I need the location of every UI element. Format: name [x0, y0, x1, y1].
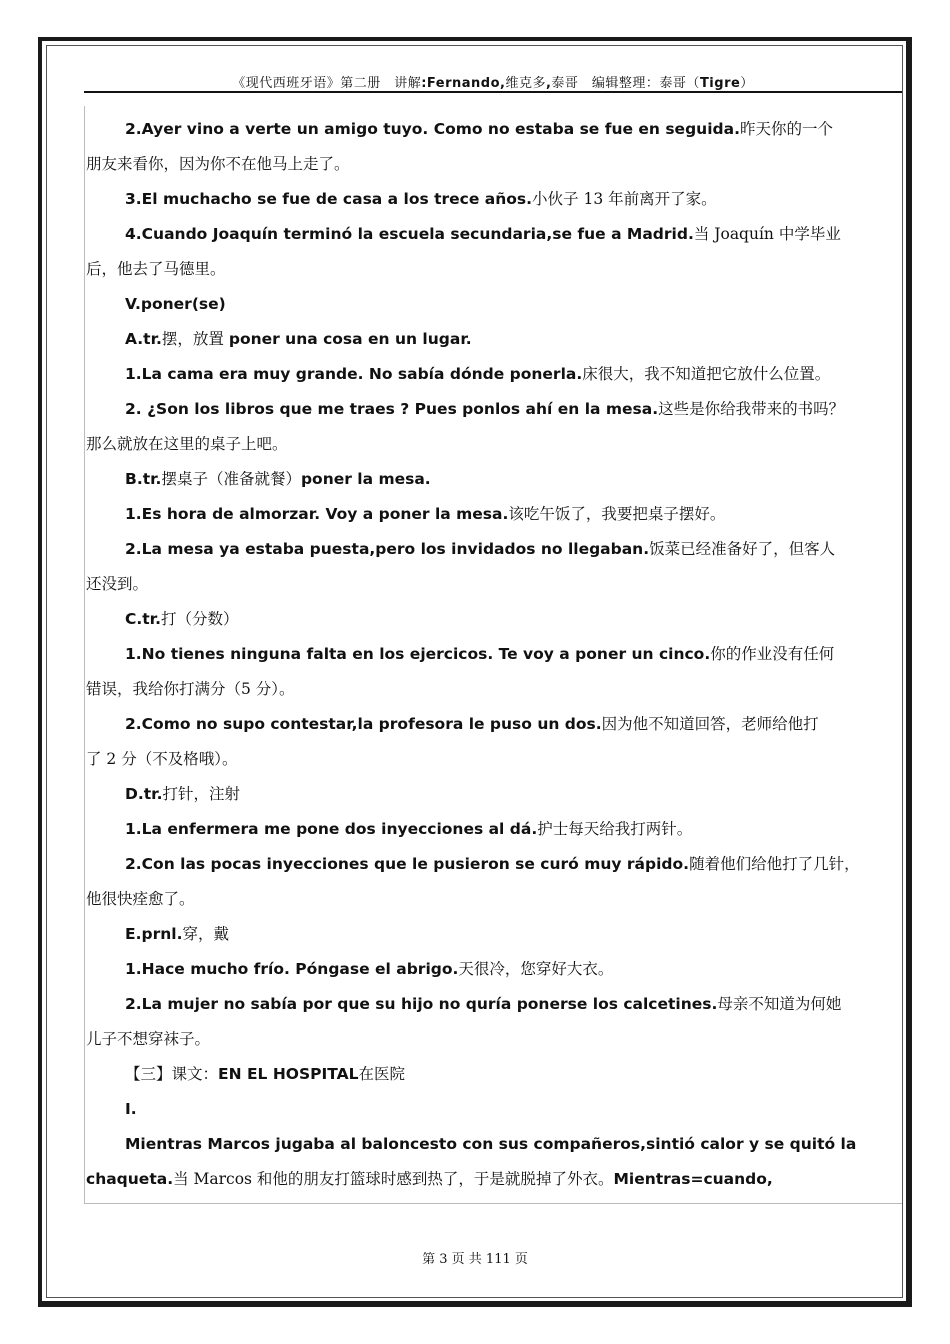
chinese-text: 这些是你给我带来的书吗？: [658, 400, 845, 418]
text-line: [86, 112, 902, 147]
text-line: [86, 532, 902, 567]
text-line: [86, 147, 902, 182]
text-line: [86, 707, 902, 742]
chinese-text: 随着他们给他打了几针，: [689, 855, 860, 873]
spanish-text: poner la mesa.: [300, 470, 431, 488]
header-author-1: :Fernando,: [421, 76, 506, 91]
chinese-text: 床很大，我不知道把它放什么位置。: [582, 365, 831, 383]
text-line: [86, 462, 902, 497]
chinese-text: 当 Joaquín 中学毕业: [693, 225, 841, 243]
text-line: [86, 1022, 902, 1057]
spanish-text: 2. ¿Son los libros que me traes ? Pues ponlos ahí en la mesa.: [125, 400, 659, 418]
chinese-text: 打针，注射: [162, 785, 241, 803]
chinese-text: 摆，放置: [161, 330, 229, 348]
text-line: [86, 1127, 902, 1162]
spanish-text: A.tr.: [125, 330, 162, 348]
spanish-text: Mientras=cuando,: [613, 1170, 773, 1188]
text-line: [86, 742, 902, 777]
chinese-text: 他很快痊愈了。: [86, 890, 195, 908]
header-text-post: ）: [740, 76, 754, 91]
spanish-text: C.tr.: [125, 610, 161, 628]
header-editor-name: Tigre: [699, 76, 741, 91]
text-line: [86, 847, 902, 882]
text-line: [86, 882, 902, 917]
spanish-text: 2.La mesa ya estaba puesta,pero los invidados no llegaban.: [125, 540, 650, 558]
header-editor: 泰哥 编辑整理：泰哥（: [551, 76, 700, 91]
spanish-text: 2.La mujer no sabía por que su hijo no quría ponerse los calcetines.: [125, 995, 718, 1013]
chinese-text: 护士每天给我打两针。: [537, 820, 693, 838]
chinese-text: 朋友来看你，因为你不在他马上走了。: [86, 155, 350, 173]
text-line: [86, 812, 902, 847]
text-line: [86, 217, 902, 252]
spanish-text: 4.Cuando Joaquín terminó la escuela secundaria,se fue a Madrid.: [125, 225, 694, 243]
spanish-text: chaqueta.: [86, 1170, 174, 1188]
spanish-text: EN EL HOSPITAL: [218, 1065, 359, 1083]
text-line: [86, 987, 902, 1022]
text-line: [86, 287, 902, 322]
chinese-text: 摆桌子（准备就餐）: [161, 470, 301, 488]
chinese-text: 小伙子 13 年前离开了家。: [532, 190, 717, 208]
spanish-text: 2.Ayer vino a verte un amigo tuyo. Como no estaba se fue en seguida.: [125, 120, 740, 138]
chinese-text: 后，他去了马德里。: [86, 260, 226, 278]
chinese-text: 该吃午饭了，我要把桌子摆好。: [508, 505, 726, 523]
chinese-text: 【三】课文：: [125, 1065, 219, 1083]
spanish-text: 1.No tienes ninguna falta en los ejercicos. Te voy a poner un cinco.: [125, 645, 711, 663]
chinese-text: 昨天你的一个: [739, 120, 833, 138]
text-line: [86, 497, 902, 532]
text-line: [86, 1092, 902, 1127]
spanish-text: 3.El muchacho se fue de casa a los trece años.: [125, 190, 533, 208]
header-author-2: 维克多: [505, 76, 546, 91]
chinese-text: 天很冷，您穿好大衣。: [458, 960, 614, 978]
text-line: [86, 357, 902, 392]
spanish-text: 2.Con las pocas inyecciones que le pusieron se curó muy rápido.: [125, 855, 690, 873]
spanish-text: 1.La cama era muy grande. No sabía dónde ponerla.: [125, 365, 583, 383]
running-header: [84, 72, 902, 91]
chinese-text: 母亲不知道为何她: [717, 995, 842, 1013]
text-line: [86, 602, 902, 637]
chinese-text: 穿，戴: [182, 925, 229, 943]
text-line: [86, 1162, 902, 1197]
spanish-text: 1.Hace mucho frío. Póngase el abrigo.: [125, 960, 459, 978]
text-line: [86, 917, 902, 952]
chinese-text: 那么就放在这里的桌子上吧。: [86, 435, 288, 453]
spanish-text: I.: [125, 1100, 137, 1118]
page-number: 第 3 页 共 111 页: [422, 1252, 528, 1267]
chinese-text: 了 2 分（不及格哦）。: [86, 750, 238, 768]
header-text-pre: 《现代西班牙语》第二册 讲解: [232, 76, 422, 91]
text-line: [86, 637, 902, 672]
spanish-text: V.poner(se): [125, 295, 226, 313]
chinese-text: 当 Marcos 和他的朋友打篮球时感到热了，于是就脱掉了外衣。: [173, 1170, 614, 1188]
text-line: [86, 182, 902, 217]
spanish-text: poner una cosa en un lugar.: [228, 330, 472, 348]
chinese-text: 打（分数）: [161, 610, 239, 628]
chinese-text: 儿子不想穿袜子。: [86, 1030, 211, 1048]
chinese-text: 你的作业没有任何: [710, 645, 835, 663]
spanish-text: Mientras Marcos jugaba al baloncesto con sus compañeros,sintió calor y se quitó la: [125, 1135, 857, 1153]
chinese-text: 因为他不知道回答，老师给他打: [601, 715, 819, 733]
spanish-text: E.prnl.: [125, 925, 183, 943]
text-line: [86, 777, 902, 812]
header-comma: ,: [545, 76, 552, 91]
spanish-text: D.tr.: [125, 785, 163, 803]
spanish-text: 1.La enfermera me pone dos inyecciones al dá.: [125, 820, 538, 838]
text-line: [86, 952, 902, 987]
chinese-text: 饭菜已经准备好了，但客人: [649, 540, 836, 558]
chinese-text: 在医院: [358, 1065, 406, 1083]
spanish-text: B.tr.: [125, 470, 162, 488]
text-line: [86, 567, 902, 602]
text-line: [86, 1057, 902, 1092]
text-line: [86, 672, 902, 707]
text-line: [86, 252, 902, 287]
spanish-text: 1.Es hora de almorzar. Voy a poner la mesa.: [125, 505, 509, 523]
text-line: [86, 427, 902, 462]
text-line: [86, 392, 902, 427]
chinese-text: 错误，我给你打满分（5 分）。: [86, 680, 295, 698]
document-body: [86, 112, 902, 1197]
header-rule: [84, 91, 902, 93]
chinese-text: 还没到。: [86, 575, 149, 593]
text-line: [86, 322, 902, 357]
spanish-text: 2.Como no supo contestar,la profesora le puso un dos.: [125, 715, 602, 733]
